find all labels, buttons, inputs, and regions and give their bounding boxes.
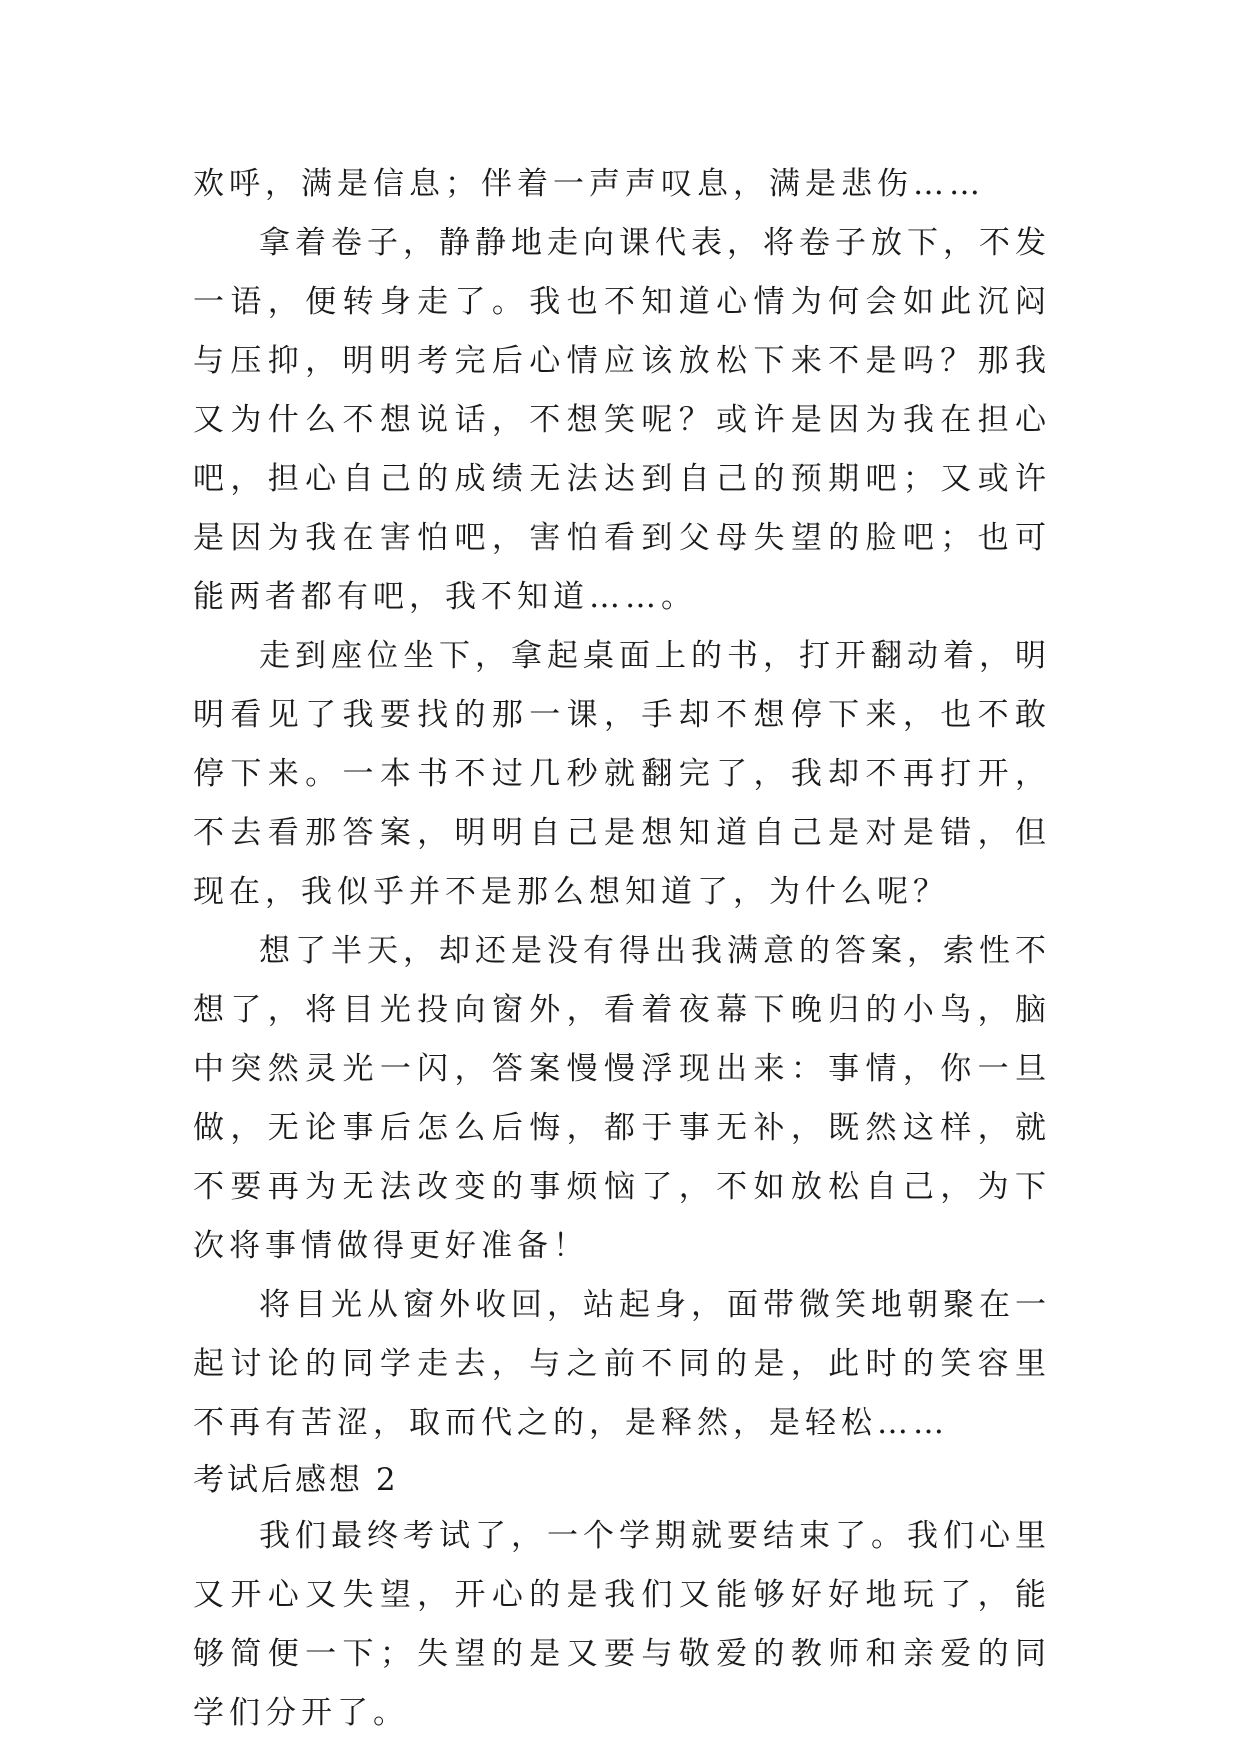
paragraph-4: 想了半天，却还是没有得出我满意的答案，索性不想了，将目光投向窗外，看着夜幕下晚归的小鸟，脑中突然灵光一闪，答案慢慢浮现出来：事情，你一旦做，无论事后怎么后悔，都于事无补，既然这样，就不要再为无法改变的事烦恼了，不如放松自己，为下次将事情做得更好准备！ bbox=[193, 933, 1051, 1264]
paragraph-3: 走到座位坐下，拿起桌面上的书，打开翻动着，明明看见了我要找的那一课，手却不想停下来，也不敢停下来。一本书不过几秒就翻完了，我却不再打开，不去看那答案，明明自己是想知道自己是对是错，但现在，我似乎并不是那么想知道了，为什么呢？ bbox=[193, 638, 1051, 910]
paragraph-2: 拿着卷子，静静地走向课代表，将卷子放下，不发一语，便转身走了。我也不知道心情为何会如此沉闷与压抑，明明考完后心情应该放松下来不是吗？那我又为什么不想说话，不想笑呢？或许是因为我在担心吧，担心自己的成绩无法达到自己的预期吧；又或许是因为我在害怕吧，害怕看到父母失望的脸吧；也可能两者都有吧，我不知道……。 bbox=[193, 225, 1051, 615]
paragraph-5: 将目光从窗外收回，站起身，面带微笑地朝聚在一起讨论的同学走去，与之前不同的是，此时的笑容里不再有苦涩，取而代之的，是释然，是轻松…… bbox=[193, 1287, 1051, 1441]
paragraph-1: 欢呼，满是信息；伴着一声声叹息，满是悲伤…… bbox=[193, 166, 985, 202]
paragraph-6: 我们最终考试了，一个学期就要结束了。我们心里又开心又失望，开心的是我们又能够好好地玩了，能够简便一下；失望的是又要与敬爱的教师和亲爱的同学们分开了。 bbox=[193, 1518, 1051, 1731]
document-body bbox=[193, 155, 1051, 1743]
section-title: 考试后感想 2 bbox=[193, 1462, 399, 1498]
